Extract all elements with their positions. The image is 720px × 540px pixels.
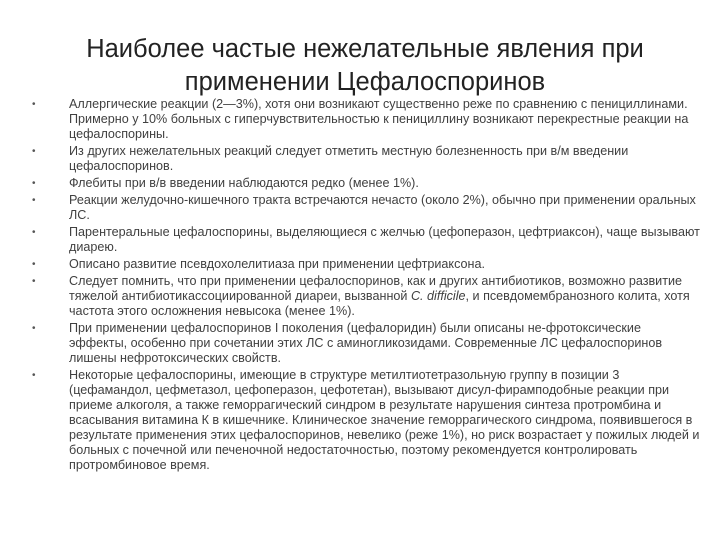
list-item: [22, 274, 702, 319]
bullet-icon: •: [32, 178, 36, 189]
list-item-text: Реакции желудочно-кишечного тракта встречаются нечасто (около 2%), обычно при применении оральных ЛС.: [69, 193, 696, 222]
bullet-icon: •: [32, 146, 36, 157]
slide-title-line-1: Наиболее частые нежелательные явления при: [86, 35, 644, 64]
bullet-icon: •: [32, 195, 36, 206]
bullet-icon: •: [32, 370, 36, 381]
bullet-icon: •: [32, 259, 36, 270]
bullet-icon: •: [32, 99, 36, 110]
list-item: [22, 193, 702, 223]
bullet-icon: •: [32, 276, 36, 287]
bullet-icon: •: [32, 227, 36, 238]
slide-title: [40, 33, 690, 99]
bullet-list: [22, 97, 702, 475]
list-item-text: Парентеральные цефалоспорины, выделяющиеся с желчью (цефоперазон, цефтриаксон), чаще вызывают диарею.: [69, 225, 700, 254]
list-item: [22, 144, 702, 174]
bullet-icon: •: [32, 323, 36, 334]
list-item: [22, 176, 702, 191]
list-item-text: Из других нежелательных реакций следует отметить местную болезненность при в/м введении цефалоспоринов.: [69, 144, 629, 173]
list-item-text: Флебиты при в/в введении наблюдаются редко (менее 1%).: [69, 176, 419, 190]
list-item-text: Описано развитие псевдохолелитиаза при применении цефтриаксона.: [69, 257, 485, 271]
list-item: [22, 257, 702, 272]
list-item-text: Некоторые цефалоспорины, имеющие в структуре метилтиотетразольную группу в позиции 3 (цефамандол, цефметазол, цефоперазон, цефотетан), вызывают дисул-фирамподобные реакции при приеме алкоголя, а также геморрагический синдром в результате нарушения синтеза протромбина и всасывания витамина К в кишечнике. Клиническое значение геморрагического синдрома, появившегося в результате применения этих цефалоспоринов, невелико (реже 1%), но риск возрастает у пожилых людей и больных с почечной или печеночной недостаточностью, поэтому рекомендуется контролировать протромбиновое время.: [69, 368, 700, 472]
list-item-text-part: , и псевдомембранозного колита, хотя частота этого осложнения невысока (менее 1%).: [69, 289, 690, 318]
list-item-text: При применении цефалоспоринов I поколения (цефалоридин) были описаны не-фротоксические эффекты, особенно при сочетании этих ЛС с аминогликозидами. Современные ЛС цефалоспоринов лишены нефротоксических свойств.: [69, 321, 663, 365]
list-item: [22, 225, 702, 255]
list-item: [22, 368, 702, 473]
list-item-text: [69, 274, 702, 319]
list-item-text-part: Следует помнить, что при применении цефалоспоринов, как и других антибиотиков, возможно развитие тяжелой антибиотикассоциированной диареи, вызванной: [69, 274, 683, 303]
list-item: [22, 97, 702, 142]
list-item: [22, 321, 702, 366]
slide-title-line-2: применении Цефалоспоринов: [184, 68, 546, 97]
list-item-text: Аллергические реакции (2—3%), хотя они возникают существенно реже по сравнению с пенициллинами. Примерно у 10% больных с гиперчувствительностью к пенициллину возникают перекрестные реакции на цефалоспорины.: [69, 97, 689, 141]
list-item-text-italic: C. difficile: [410, 289, 466, 303]
